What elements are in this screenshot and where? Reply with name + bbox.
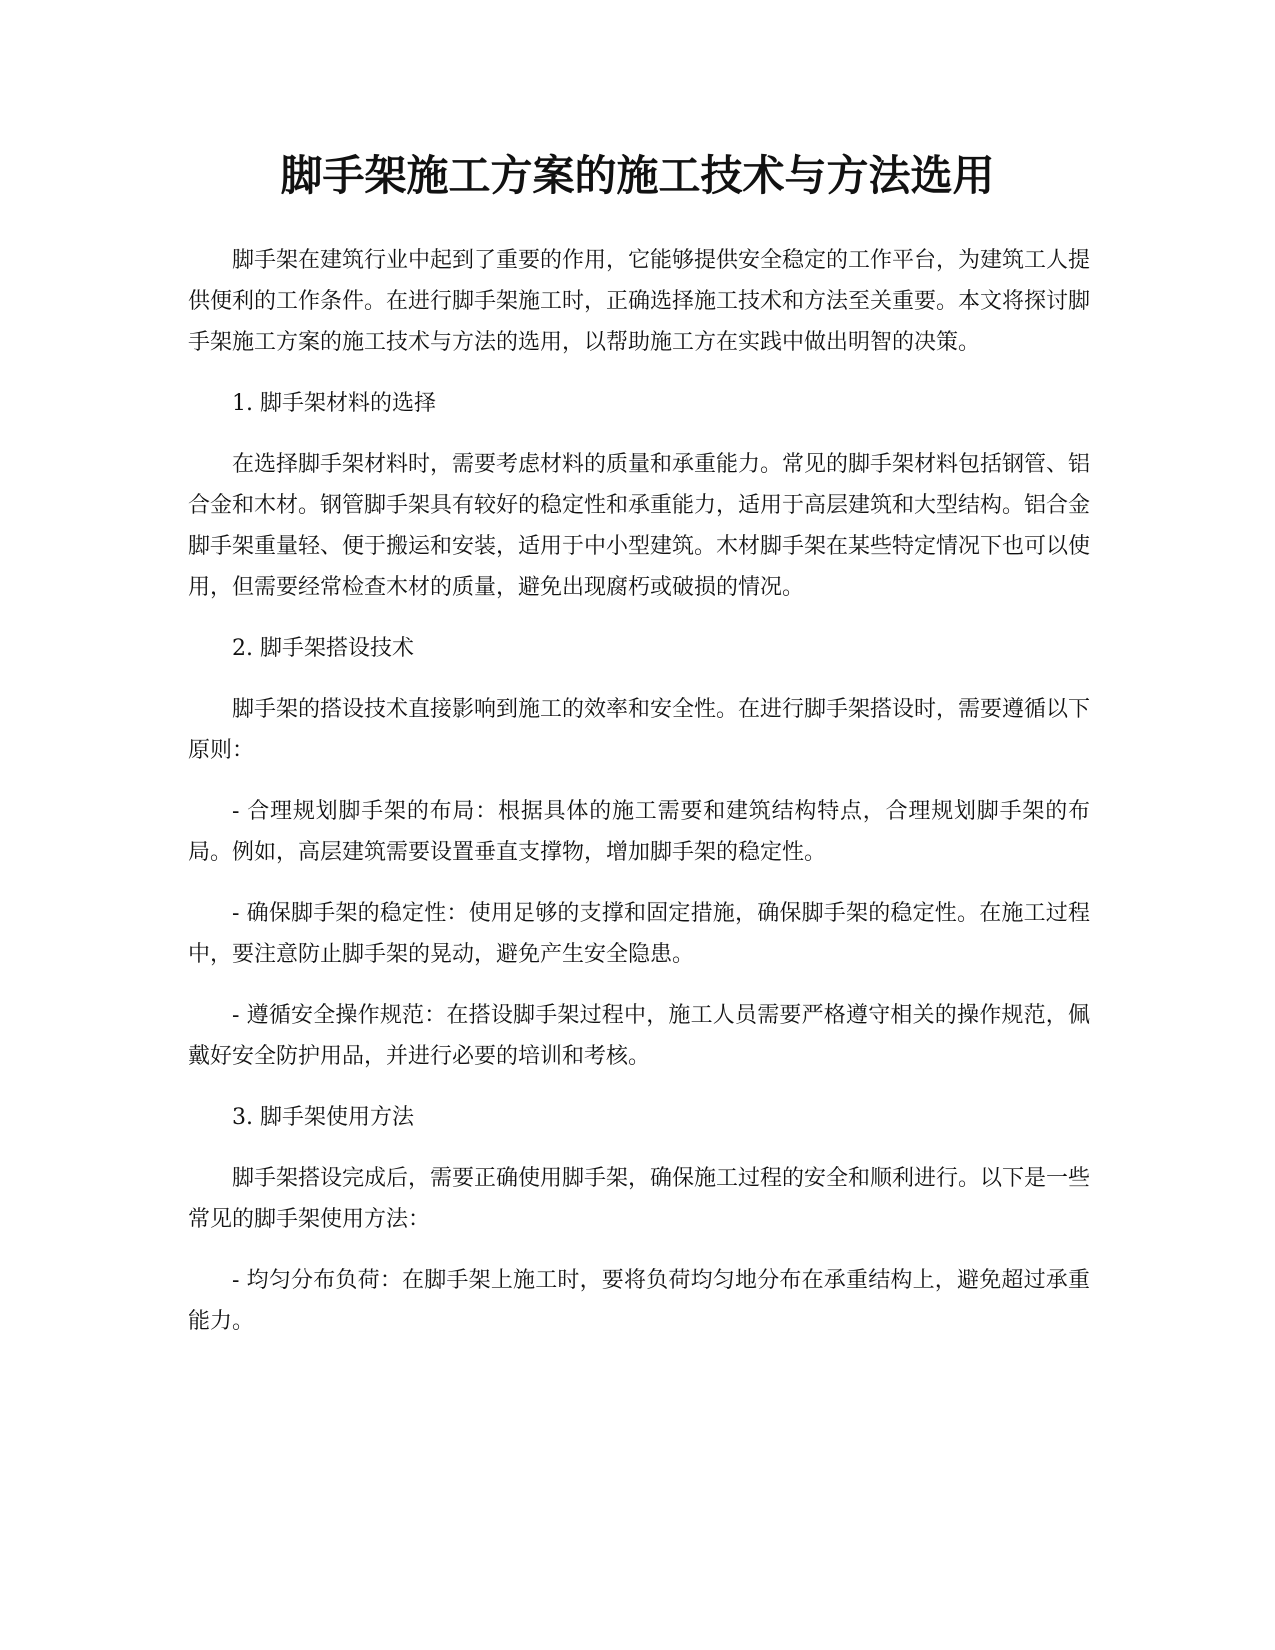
- section-3-item-1: - 均匀分布负荷：在脚手架上施工时，要将负荷均匀地分布在承重结构上，避免超过承重能力。: [188, 1268, 1090, 1334]
- intro-paragraph: 脚手架在建筑行业中起到了重要的作用，它能够提供安全稳定的工作平台，为建筑工人提供便利的工作条件。在进行脚手架施工时，正确选择施工技术和方法至关重要。本文将探讨脚手架施工方案的施工技术与方法的选用，以帮助施工方在实践中做出明智的决策。: [188, 248, 1091, 355]
- section-2-paragraph: 脚手架的搭设技术直接影响到施工的效率和安全性。在进行脚手架搭设时，需要遵循以下原则：: [188, 697, 1091, 763]
- section-2-item-2: - 确保脚手架的稳定性：使用足够的支撑和固定措施，确保脚手架的稳定性。在施工过程中，要注意防止脚手架的晃动，避免产生安全隐患。: [188, 901, 1090, 967]
- document-title: 脚手架施工方案的施工技术与方法选用: [280, 151, 995, 200]
- document-body: [188, 240, 1090, 1362]
- section-3-heading: 3. 脚手架使用方法: [232, 1105, 414, 1130]
- section-1-heading: 1. 脚手架材料的选择: [232, 391, 436, 416]
- section-2-item-3: - 遵循安全操作规范：在搭设脚手架过程中，施工人员需要严格遵守相关的操作规范，佩戴好安全防护用品，并进行必要的培训和考核。: [188, 1003, 1090, 1069]
- section-2-heading: 2. 脚手架搭设技术: [232, 636, 414, 661]
- section-3-paragraph: 脚手架搭设完成后，需要正确使用脚手架，确保施工过程的安全和顺利进行。以下是一些常见的脚手架使用方法：: [188, 1166, 1091, 1232]
- section-2-item-1: - 合理规划脚手架的布局：根据具体的施工需要和建筑结构特点，合理规划脚手架的布局。例如，高层建筑需要设置垂直支撑物，增加脚手架的稳定性。: [188, 799, 1090, 865]
- section-1-paragraph: 在选择脚手架材料时，需要考虑材料的质量和承重能力。常见的脚手架材料包括钢管、铝合金和木材。钢管脚手架具有较好的稳定性和承重能力，适用于高层建筑和大型结构。铝合金脚手架重量轻、便于搬运和安装，适用于中小型建筑。木材脚手架在某些特定情况下也可以使用，但需要经常检查木材的质量，避免出现腐朽或破损的情况。: [188, 452, 1091, 600]
